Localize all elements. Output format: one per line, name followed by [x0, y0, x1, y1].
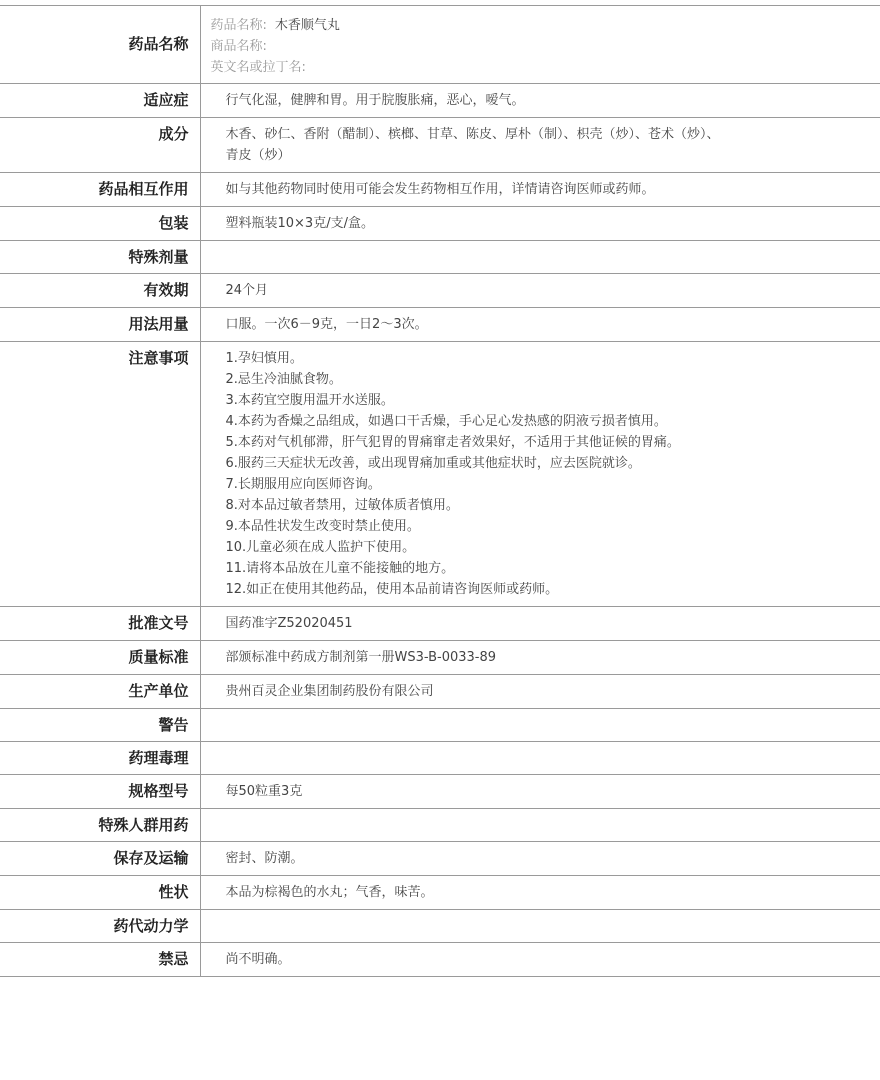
row-label: 注意事项	[0, 342, 200, 607]
table-row	[0, 84, 880, 118]
row-label: 药理毒理	[0, 742, 200, 775]
row-label: 有效期	[0, 274, 200, 308]
value-line: 10.儿童必须在成人监护下使用。	[225, 540, 416, 555]
row-label: 成分	[0, 118, 200, 173]
row-value: 塑料瓶装10×3克/支/盒。	[200, 207, 880, 241]
value-line: 木香、砂仁、香附（醋制）、槟榔、甘草、陈皮、厚朴（制）、枳壳（炒）、苍术（炒）、	[225, 127, 720, 142]
table-row	[0, 308, 880, 342]
table-row	[0, 342, 880, 607]
row-label: 保存及运输	[0, 842, 200, 876]
row-label: 特殊剂量	[0, 241, 200, 274]
row-value: 国药准字Z52020451	[200, 607, 880, 641]
row-label: 规格型号	[0, 775, 200, 809]
row-label: 药代动力学	[0, 910, 200, 943]
value-line: 11.请将本品放在儿童不能接触的地方。	[225, 561, 455, 576]
value-line: 12.如正在使用其他药品，使用本品前请咨询医师或药师。	[225, 582, 559, 597]
row-value: 口服。一次6－9克，一日2～3次。	[200, 308, 880, 342]
row-value: 部颁标准中药成方制剂第一册WS3-B-0033-89	[200, 641, 880, 675]
row-value	[200, 342, 880, 607]
value-line: 3.本药宜空腹用温开水送服。	[225, 393, 394, 408]
row-label: 警告	[0, 709, 200, 742]
drug-name-line	[211, 15, 875, 36]
table-row	[0, 675, 880, 709]
table-row	[0, 641, 880, 675]
drug-name-value: 木香顺气丸	[274, 18, 340, 33]
value-line: 4.本药为香燥之品组成，如遇口干舌燥，手心足心发热感的阴液亏损者慎用。	[225, 414, 667, 429]
table-row	[0, 910, 880, 943]
row-label: 用法用量	[0, 308, 200, 342]
trade-name-label: 商品名称:	[210, 39, 267, 54]
row-value: 24个月	[200, 274, 880, 308]
row-label: 药品名称	[0, 6, 200, 84]
row-value	[200, 118, 880, 173]
value-line: 9.本品性状发生改变时禁止使用。	[225, 519, 420, 534]
table-row	[0, 809, 880, 842]
drug-info-table-body	[0, 6, 880, 977]
row-value: 密封、防潮。	[200, 842, 880, 876]
table-row	[0, 943, 880, 977]
table-row	[0, 118, 880, 173]
row-value	[200, 709, 880, 742]
table-row	[0, 173, 880, 207]
table-row	[0, 607, 880, 641]
value-line: 8.对本品过敏者禁用，过敏体质者慎用。	[225, 498, 459, 513]
row-value	[200, 809, 880, 842]
row-label: 禁忌	[0, 943, 200, 977]
row-label: 适应症	[0, 84, 200, 118]
drug-info-table	[0, 5, 880, 977]
value-line: 6.服药三天症状无改善，或出现胃痛加重或其他症状时，应去医院就诊。	[225, 456, 641, 471]
row-value	[200, 910, 880, 943]
value-line: 2.忌生冷油腻食物。	[225, 372, 342, 387]
row-label: 包装	[0, 207, 200, 241]
value-line: 5.本药对气机郁滞，肝气犯胃的胃痛窜走者效果好，不适用于其他证候的胃痛。	[225, 435, 680, 450]
row-value: 如与其他药物同时使用可能会发生药物相互作用，详情请咨询医师或药师。	[200, 173, 880, 207]
value-line: 7.长期服用应向医师咨询。	[225, 477, 381, 492]
table-row	[0, 274, 880, 308]
table-row	[0, 842, 880, 876]
row-label: 生产单位	[0, 675, 200, 709]
row-value	[200, 742, 880, 775]
row-value	[200, 241, 880, 274]
table-row	[0, 742, 880, 775]
table-row	[0, 876, 880, 910]
value-line: 青皮（炒）	[225, 148, 291, 163]
table-row	[0, 207, 880, 241]
table-row	[0, 241, 880, 274]
row-value: 每50粒重3克	[200, 775, 880, 809]
row-label: 药品相互作用	[0, 173, 200, 207]
row-value: 尚不明确。	[200, 943, 880, 977]
row-label: 质量标准	[0, 641, 200, 675]
drug-name-block	[200, 6, 880, 84]
row-value: 本品为棕褐色的水丸；气香，味苦。	[200, 876, 880, 910]
row-value: 行气化湿，健脾和胃。用于脘腹胀痛，恶心，嗳气。	[200, 84, 880, 118]
drug-name-label: 药品名称:	[210, 18, 267, 33]
value-line: 1.孕妇慎用。	[225, 351, 303, 366]
table-row	[0, 709, 880, 742]
row-label: 批准文号	[0, 607, 200, 641]
table-row	[0, 775, 880, 809]
row-value: 贵州百灵企业集团制药股份有限公司	[200, 675, 880, 709]
row-drug-name	[0, 6, 880, 84]
row-label: 性状	[0, 876, 200, 910]
english-name-label: 英文名或拉丁名:	[210, 60, 306, 75]
row-label: 特殊人群用药	[0, 809, 200, 842]
